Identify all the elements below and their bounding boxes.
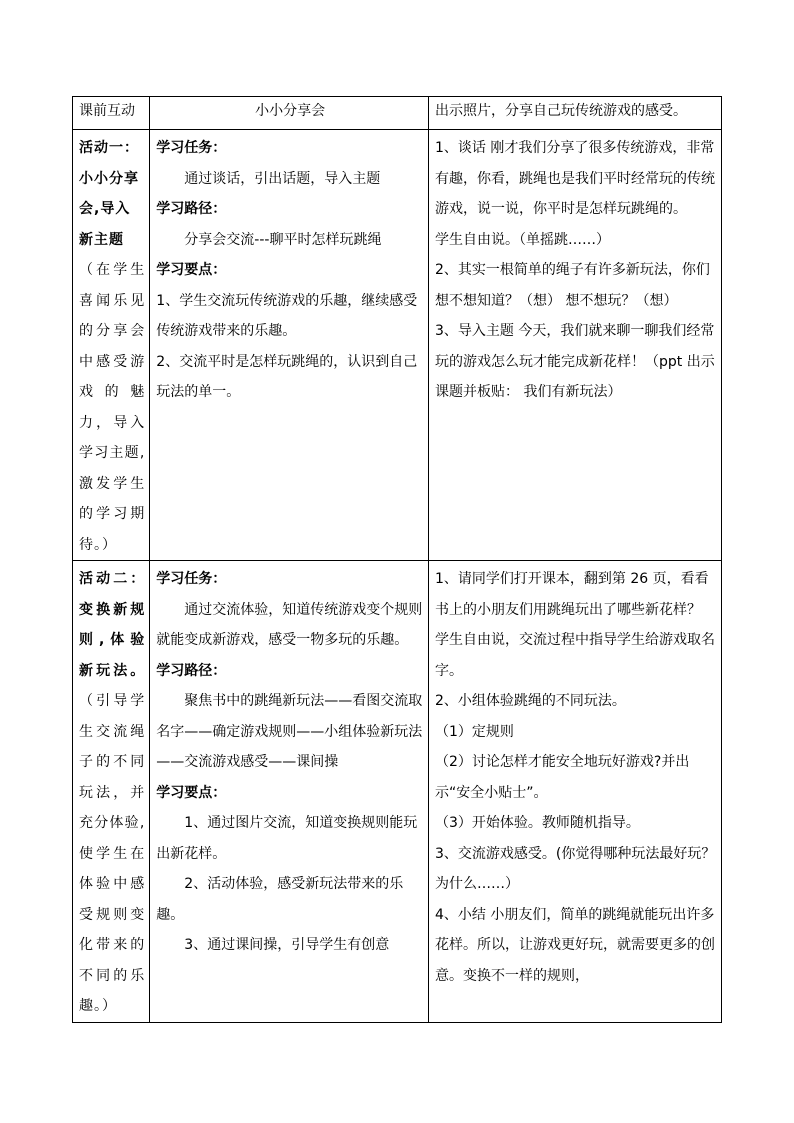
activity1-purpose: （在学生喜闻乐见的分享会中感受游戏的魅力，导入学习主题,激发学生的学习期待。） — [79, 262, 146, 553]
activity1-point1: 1、学生交流玩传统游戏的乐趣，继续感受传统游戏带来的乐趣。 — [156, 292, 418, 339]
activity1-point2: 2、交流平时是怎样玩跳绳的，认识到自己玩法的单一。 — [156, 353, 418, 400]
header-col1 — [73, 97, 150, 130]
header-col2-text: 小小分享会 — [255, 103, 326, 119]
activity2-proc8: 4、小结 小朋友们，简单的跳绳就能玩出许多花样。所以，让游戏更好玩，就需要更多的创意。变换不一样的规则， — [435, 906, 716, 984]
activity2-path-label: 学习路径： — [156, 662, 227, 679]
activity2-row — [73, 561, 722, 1023]
activity2-proc6: （3）开始体验。教师随机指导。 — [435, 815, 640, 831]
activity1-proc1: 1、谈话 刚才我们分享了很多传统游戏，非常有趣，你看，跳绳也是我们平时经常玩的传统游戏，说一说，你平时是怎样玩跳绳的。 — [435, 140, 716, 217]
activity2-proc5: （2）讨论怎样才能安全地玩好游戏?并出示“安全小贴士”。 — [435, 754, 690, 801]
activity2-proc1: 1、请同学们打开课本，翻到第 26 页，看看书上的小朋友们用跳绳玩出了哪些新花样？ — [435, 571, 709, 618]
activity2-title: 活动二：变换新规则,体验新玩法。 — [79, 571, 146, 679]
activity1-process-cell — [429, 130, 722, 561]
activity1-path-text: 分享会交流---聊平时怎样玩跳绳 — [184, 231, 382, 248]
activity1-task-text: 通过谈话，引出话题，导入主题 — [184, 170, 381, 187]
activity2-task-label: 学习任务： — [156, 571, 227, 587]
activity2-proc4: （1）定规则 — [435, 723, 514, 740]
header-row — [73, 97, 722, 130]
activity2-proc2: 学生自由说，交流过程中指导学生给游戏取名字。 — [435, 632, 716, 679]
activity2-point3: 3、通过课间操，引导学生有创意 — [184, 937, 390, 953]
activity1-row — [73, 130, 722, 561]
header-col1-text: 课前互动 — [79, 103, 135, 119]
activity1-proc3: 2、其实一根简单的绳子有许多新玩法，你们想不想知道？（想） 想不想玩？（想） — [435, 262, 710, 309]
activity1-title-cell — [73, 130, 150, 561]
activity1-goals-cell — [150, 130, 429, 561]
activity2-process-cell — [429, 561, 722, 1023]
activity2-goals-cell — [150, 561, 429, 1023]
activity1-points-label: 学习要点： — [156, 262, 227, 278]
activity2-task-text: 通过交流体验，知道传统游戏变个规则就能变成新游戏，感受一物多玩的乐趣。 — [156, 601, 423, 648]
activity2-point1: 1、通过图片交流，知道变换规则能玩出新花样。 — [156, 815, 418, 862]
header-col2 — [150, 97, 429, 130]
activity2-proc3: 2、小组体验跳绳的不同玩法。 — [435, 693, 626, 709]
activity1-path-label: 学习路径： — [156, 201, 227, 217]
activity2-path-text: 聚焦书中的跳绳新玩法——看图交流取名字——确定游戏规则——小组体验新玩法——交流游戏感受——课间操 — [156, 693, 423, 770]
activity1-proc4: 3、导入主题 今天，我们就来聊一聊我们经常玩的游戏怎么玩才能完成新花样！（ppt 出示课题并板贴： 我们有新玩法） — [435, 323, 715, 400]
header-col3-text: 出示照片，分享自己玩传统游戏的感受。 — [435, 103, 688, 119]
activity1-title: 活动一：小小分享会,导入新主题 — [79, 140, 139, 248]
header-col3 — [429, 97, 722, 130]
activity1-proc2: 学生自由说。（单摇跳……） — [435, 231, 611, 248]
activity2-purpose: （引导学生交流绳子的不同玩法，并充分体验,使学生在体验中感受规则变化带来的不同的乐趣。） — [79, 693, 146, 1014]
activity2-point2: 2、活动体验，感受新玩法带来的乐趣。 — [156, 876, 404, 923]
activity2-title-cell — [73, 561, 150, 1023]
activity2-proc7: 3、交流游戏感受。(你觉得哪种玩法最好玩？为什么……） — [435, 845, 716, 892]
activity1-task-label: 学习任务： — [156, 140, 227, 156]
activity2-title-block — [79, 564, 145, 1022]
lesson-plan-table — [72, 96, 722, 1023]
activity2-points-label: 学习要点： — [156, 784, 227, 801]
